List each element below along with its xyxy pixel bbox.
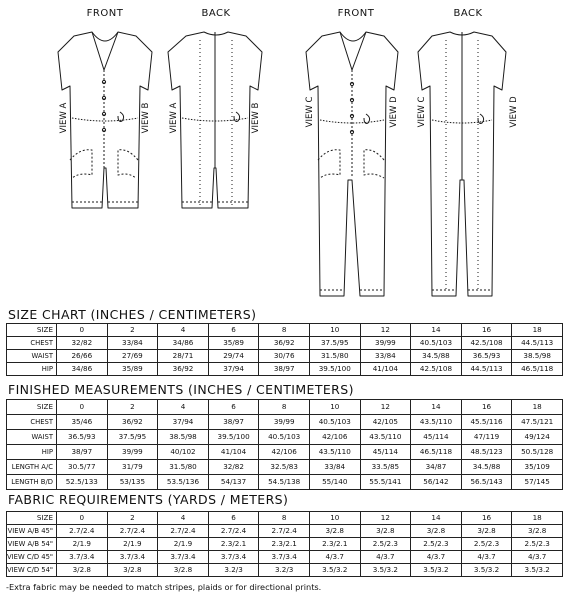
view-b-label: VIEW B — [141, 102, 151, 134]
table-cell: 2.3/2.1 — [208, 538, 259, 551]
size-cell: 10 — [309, 400, 360, 415]
back-view-heading: BACK — [201, 8, 231, 19]
table-cell: 35/89 — [208, 337, 259, 350]
table-cell: 31.5/80 — [309, 350, 360, 363]
size-cell: 10 — [309, 324, 360, 337]
view-a-label: VIEW A — [59, 102, 69, 134]
table-cell: 30/76 — [259, 350, 310, 363]
table-cell: 3.7/3.4 — [259, 551, 310, 564]
size-cell: 14 — [411, 400, 462, 415]
table-cell: 2.3/2.1 — [309, 538, 360, 551]
table-cell: 33/84 — [309, 460, 360, 475]
table-cell: 52.5/133 — [57, 475, 108, 490]
table-cell: 38/97 — [57, 445, 108, 460]
table-cell: 2.7/2.4 — [259, 525, 310, 538]
row-label: WAIST — [7, 430, 57, 445]
table-cell: 36.5/93 — [461, 350, 512, 363]
table-cell: 2.7/2.4 — [158, 525, 209, 538]
size-cell: 14 — [411, 324, 462, 337]
table-cell: 42/105 — [360, 415, 411, 430]
row-label: VIEW C/D 45" — [7, 551, 57, 564]
size-cell: 0 — [57, 400, 108, 415]
front-view-heading: FRONT — [86, 8, 124, 19]
table-cell: 38.5/98 — [512, 350, 563, 363]
table-cell: 3/2.8 — [158, 564, 209, 577]
table-cell: 33/84 — [360, 350, 411, 363]
size-cell: 16 — [461, 512, 512, 525]
size-cell: 2 — [107, 512, 158, 525]
table-cell: 38/97 — [208, 415, 259, 430]
table-cell: 53/135 — [107, 475, 158, 490]
table-cell: 3.7/3.4 — [57, 551, 108, 564]
table-cell: 45.5/116 — [461, 415, 512, 430]
table-cell: 48.5/123 — [461, 445, 512, 460]
size-header-cell: SIZE — [7, 324, 57, 337]
table-cell: 38.5/98 — [158, 430, 209, 445]
table-cell: 3/2.8 — [512, 525, 563, 538]
table-cell: 40.5/103 — [259, 430, 310, 445]
table-cell: 43.5/110 — [360, 430, 411, 445]
table-cell: 34/86 — [158, 337, 209, 350]
table-cell: 47.5/121 — [512, 415, 563, 430]
table-header-row — [7, 400, 563, 415]
table-cell: 45/114 — [411, 430, 462, 445]
table-cell: 3.5/3.2 — [360, 564, 411, 577]
table-row — [7, 363, 563, 376]
table-cell: 55/140 — [309, 475, 360, 490]
table-cell: 37.5/95 — [107, 430, 158, 445]
table-cell: 44.5/113 — [461, 363, 512, 376]
table-cell: 4/3.7 — [360, 551, 411, 564]
table-row — [7, 460, 563, 475]
size-cell: 14 — [411, 512, 462, 525]
table-cell: 33.5/85 — [360, 460, 411, 475]
table-cell: 43.5/110 — [309, 445, 360, 460]
table-row — [7, 337, 563, 350]
finished-measurements-table — [6, 399, 563, 490]
size-cell: 0 — [57, 512, 108, 525]
jumpsuit-front-drawing — [306, 32, 398, 296]
finished-measurements-title: FINISHED MEASUREMENTS (INCHES / CENTIMETERS) — [8, 382, 354, 397]
table-row — [7, 445, 563, 460]
size-cell: 2 — [107, 324, 158, 337]
table-cell: 39.5/100 — [309, 363, 360, 376]
fabric-requirements-table — [6, 511, 563, 577]
table-cell: 32/82 — [57, 337, 108, 350]
size-cell: 8 — [259, 324, 310, 337]
size-cell: 6 — [208, 324, 259, 337]
table-cell: 27/69 — [107, 350, 158, 363]
table-row — [7, 525, 563, 538]
table-cell: 30.5/77 — [57, 460, 108, 475]
view-a-label: VIEW A — [169, 102, 179, 134]
table-cell: 28/71 — [158, 350, 209, 363]
row-label: CHEST — [7, 415, 57, 430]
view-c-label: VIEW C — [417, 96, 427, 128]
table-cell: 50.5/128 — [512, 445, 563, 460]
table-cell: 32/82 — [208, 460, 259, 475]
table-cell: 26/66 — [57, 350, 108, 363]
size-cell: 4 — [158, 324, 209, 337]
table-cell: 56.5/143 — [461, 475, 512, 490]
table-header-row — [7, 324, 563, 337]
table-cell: 42.5/108 — [411, 363, 462, 376]
table-cell: 2.3/2.1 — [259, 538, 310, 551]
table-row — [7, 415, 563, 430]
table-cell: 31/79 — [107, 460, 158, 475]
row-label: VIEW A/B 54" — [7, 538, 57, 551]
fabric-note: -Extra fabric may be needed to match stripes, plaids or for directional prints. — [6, 582, 322, 592]
table-row — [7, 430, 563, 445]
row-label: HIP — [7, 445, 57, 460]
table-cell: 42/106 — [309, 430, 360, 445]
table-cell: 3.7/3.4 — [158, 551, 209, 564]
table-cell: 3.7/3.4 — [208, 551, 259, 564]
table-cell: 39/99 — [107, 445, 158, 460]
romper-front-drawing — [58, 32, 152, 208]
size-cell: 16 — [461, 324, 512, 337]
size-cell: 6 — [208, 400, 259, 415]
view-d-label: VIEW D — [389, 96, 399, 128]
table-cell: 3/2.8 — [461, 525, 512, 538]
size-cell: 12 — [360, 324, 411, 337]
back-view-heading: BACK — [453, 8, 483, 19]
table-cell: 35/109 — [512, 460, 563, 475]
table-cell: 53.5/136 — [158, 475, 209, 490]
table-cell: 36/92 — [107, 415, 158, 430]
table-cell: 39/99 — [360, 337, 411, 350]
table-cell: 39/99 — [259, 415, 310, 430]
table-cell: 40.5/103 — [309, 415, 360, 430]
table-cell: 3/2.8 — [309, 525, 360, 538]
size-cell: 8 — [259, 400, 310, 415]
jumpsuit-back-drawing — [418, 32, 506, 296]
size-chart-title: SIZE CHART (INCHES / CENTIMETERS) — [8, 307, 257, 322]
size-cell: 10 — [309, 512, 360, 525]
size-cell: 16 — [461, 400, 512, 415]
row-label: HIP — [7, 363, 57, 376]
table-cell: 3.2/3 — [259, 564, 310, 577]
table-cell: 4/3.7 — [512, 551, 563, 564]
table-cell: 40.5/103 — [411, 337, 462, 350]
table-cell: 56/142 — [411, 475, 462, 490]
table-cell: 2/1.9 — [158, 538, 209, 551]
row-label: VIEW C/D 54" — [7, 564, 57, 577]
size-cell: 2 — [107, 400, 158, 415]
row-label: LENGTH B/D — [7, 475, 57, 490]
table-cell: 37.5/95 — [309, 337, 360, 350]
table-cell: 47/119 — [461, 430, 512, 445]
table-cell: 54/137 — [208, 475, 259, 490]
view-c-label: VIEW C — [305, 96, 315, 128]
table-cell: 44.5/113 — [512, 337, 563, 350]
fabric-requirements-title: FABRIC REQUIREMENTS (YARDS / METERS) — [8, 492, 289, 507]
table-cell: 3/2.8 — [411, 525, 462, 538]
table-header-row — [7, 512, 563, 525]
size-cell: 0 — [57, 324, 108, 337]
size-header-cell: SIZE — [7, 512, 57, 525]
table-cell: 29/74 — [208, 350, 259, 363]
table-cell: 3/2.8 — [57, 564, 108, 577]
table-cell: 36.5/93 — [57, 430, 108, 445]
table-cell: 2.7/2.4 — [57, 525, 108, 538]
table-cell: 36/92 — [158, 363, 209, 376]
size-cell: 12 — [360, 400, 411, 415]
table-cell: 2.5/2.3 — [512, 538, 563, 551]
table-cell: 32.5/83 — [259, 460, 310, 475]
table-cell: 2.5/2.3 — [411, 538, 462, 551]
table-cell: 2/1.9 — [107, 538, 158, 551]
table-cell: 36/92 — [259, 337, 310, 350]
size-header-cell: SIZE — [7, 400, 57, 415]
table-cell: 46.5/118 — [512, 363, 563, 376]
table-cell: 57/145 — [512, 475, 563, 490]
table-cell: 34.5/88 — [411, 350, 462, 363]
table-cell: 2.7/2.4 — [107, 525, 158, 538]
size-cell: 8 — [259, 512, 310, 525]
table-cell: 34/87 — [411, 460, 462, 475]
table-cell: 2.7/2.4 — [208, 525, 259, 538]
table-row — [7, 350, 563, 363]
table-cell: 54.5/138 — [259, 475, 310, 490]
front-view-heading: FRONT — [337, 8, 375, 19]
size-cell: 4 — [158, 512, 209, 525]
size-cell: 18 — [512, 400, 563, 415]
table-cell: 45/114 — [360, 445, 411, 460]
size-cell: 6 — [208, 512, 259, 525]
table-cell: 37/94 — [158, 415, 209, 430]
row-label: LENGTH A/C — [7, 460, 57, 475]
table-cell: 34.5/88 — [461, 460, 512, 475]
table-cell: 37/94 — [208, 363, 259, 376]
table-cell: 42.5/108 — [461, 337, 512, 350]
table-cell: 2.5/2.3 — [461, 538, 512, 551]
view-b-label: VIEW B — [251, 102, 261, 134]
table-cell: 41/104 — [360, 363, 411, 376]
table-cell: 33/84 — [107, 337, 158, 350]
table-cell: 4/3.7 — [411, 551, 462, 564]
row-label: WAIST — [7, 350, 57, 363]
size-cell: 18 — [512, 324, 563, 337]
table-cell: 43.5/110 — [411, 415, 462, 430]
table-cell: 2/1.9 — [57, 538, 108, 551]
row-label: VIEW A/B 45" — [7, 525, 57, 538]
size-cell: 4 — [158, 400, 209, 415]
table-cell: 39.5/100 — [208, 430, 259, 445]
table-row — [7, 564, 563, 577]
table-cell: 4/3.7 — [309, 551, 360, 564]
table-cell: 3/2.8 — [107, 564, 158, 577]
table-cell: 55.5/141 — [360, 475, 411, 490]
size-chart-table — [6, 323, 563, 376]
table-cell: 2.5/2.3 — [360, 538, 411, 551]
table-row — [7, 551, 563, 564]
table-cell: 3.2/3 — [208, 564, 259, 577]
view-d-label: VIEW D — [509, 96, 519, 128]
table-cell: 35/89 — [107, 363, 158, 376]
size-cell: 18 — [512, 512, 563, 525]
table-cell: 46.5/118 — [411, 445, 462, 460]
table-cell: 3.7/3.4 — [107, 551, 158, 564]
table-cell: 42/106 — [259, 445, 310, 460]
table-row — [7, 475, 563, 490]
table-cell: 49/124 — [512, 430, 563, 445]
table-cell: 3.5/3.2 — [512, 564, 563, 577]
table-row — [7, 538, 563, 551]
table-cell: 3.5/3.2 — [309, 564, 360, 577]
table-cell: 3.5/3.2 — [461, 564, 512, 577]
romper-back-drawing — [168, 32, 262, 208]
table-cell: 35/46 — [57, 415, 108, 430]
row-label: CHEST — [7, 337, 57, 350]
table-cell: 3.5/3.2 — [411, 564, 462, 577]
table-cell: 40/102 — [158, 445, 209, 460]
size-cell: 12 — [360, 512, 411, 525]
table-cell: 34/86 — [57, 363, 108, 376]
table-cell: 41/104 — [208, 445, 259, 460]
table-cell: 38/97 — [259, 363, 310, 376]
table-cell: 31.5/80 — [158, 460, 209, 475]
table-cell: 3/2.8 — [360, 525, 411, 538]
table-cell: 4/3.7 — [461, 551, 512, 564]
